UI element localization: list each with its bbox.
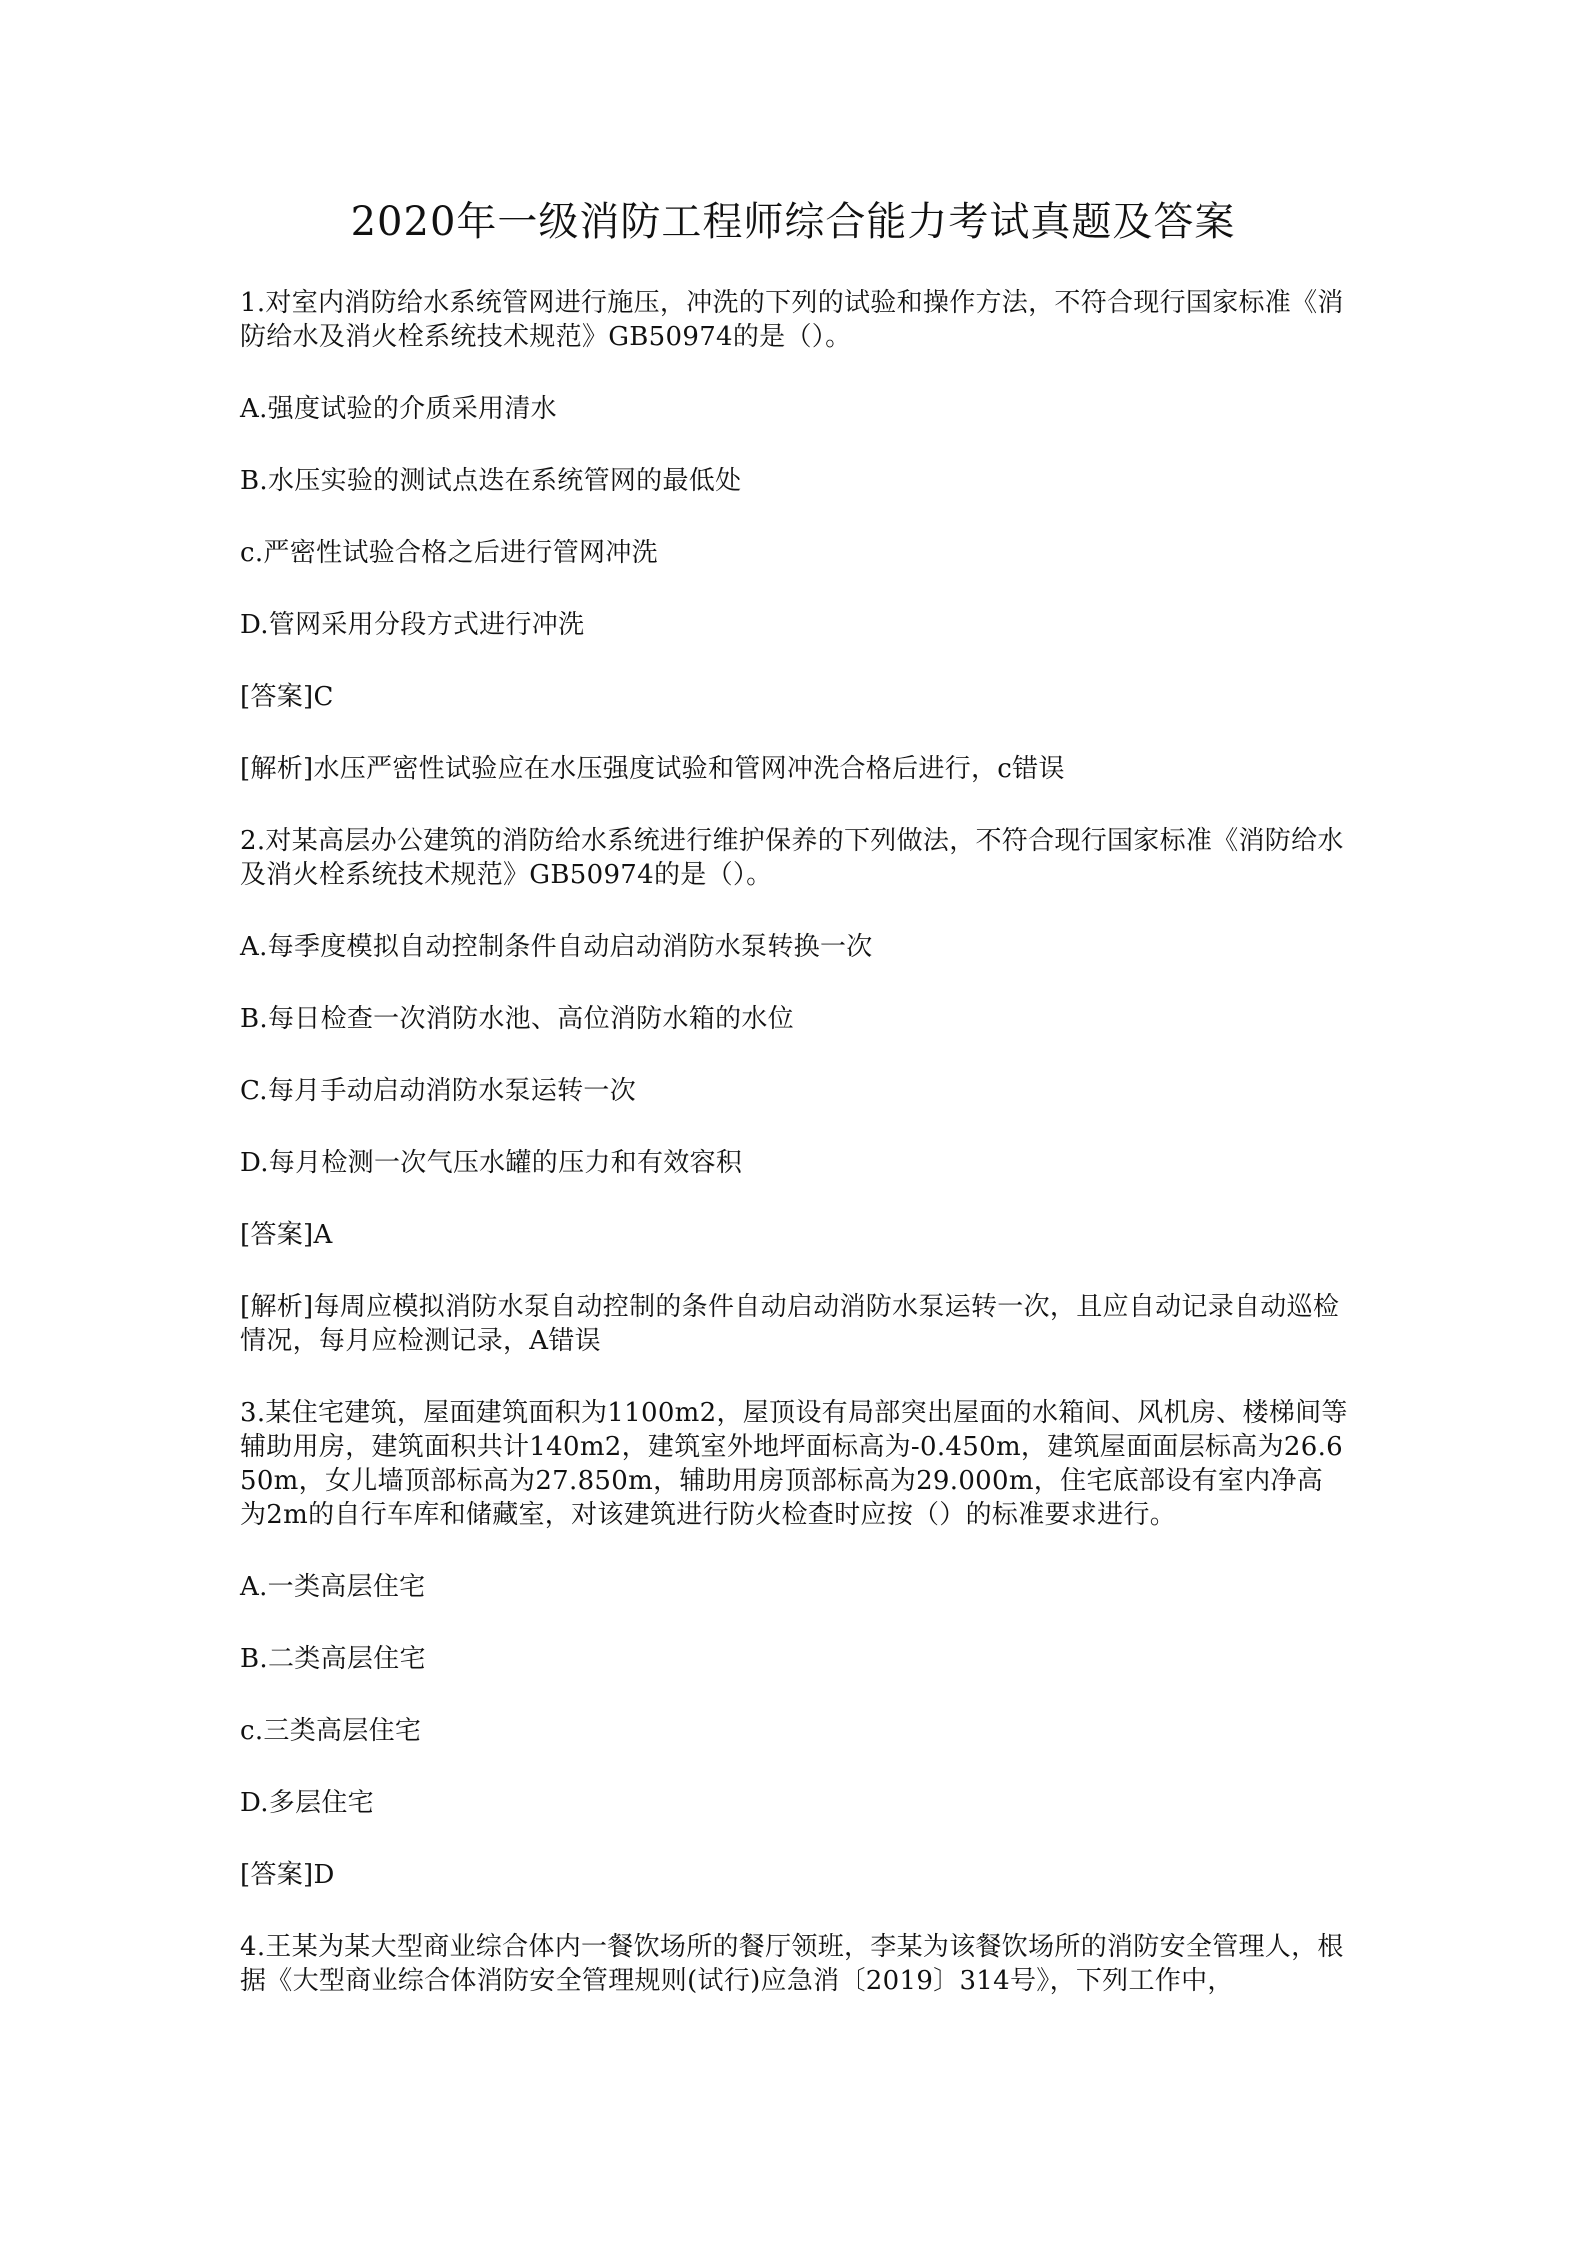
question-2-explanation: [解析]每周应模拟消防水泵自动控制的条件自动启动消防水泵运转一次，且应自动记录自动巡检情况，每月应检测记录，A错误 xyxy=(240,1292,1340,1356)
question-2-option-a: A.每季度模拟自动控制条件自动启动消防水泵转换一次 xyxy=(240,932,873,962)
question-2-stem: 2.对某高层办公建筑的消防给水系统进行维护保养的下列做法，不符合现行国家标准《消防给水及消火栓系统技术规范》GB50974的是（）。 xyxy=(240,826,1344,890)
question-2-option-b: B.每日检查一次消防水池、高位消防水箱的水位 xyxy=(240,1004,794,1034)
question-4-stem: 4.王某为某大型商业综合体内一餐饮场所的餐厅领班，李某为该餐饮场所的消防安全管理人，根据《大型商业综合体消防安全管理规则(试行)应急消〔2019〕314号》，下列工作中， xyxy=(240,1932,1344,1996)
question-1-option-b: B.水压实验的测试点迭在系统管网的最低处 xyxy=(240,466,742,496)
question-1-option-d: D.管网采用分段方式进行冲洗 xyxy=(240,610,585,640)
question-3-option-c: c.三类高层住宅 xyxy=(240,1716,422,1746)
question-2-option-d: D.每月检测一次气压水罐的压力和有效容积 xyxy=(240,1148,743,1178)
question-3-option-b: B.二类高层住宅 xyxy=(240,1644,426,1674)
question-3-option-d: D.多层住宅 xyxy=(240,1788,374,1818)
question-2-option-c: C.每月手动启动消防水泵运转一次 xyxy=(240,1076,637,1106)
question-1-explanation: [解析]水压严密性试验应在水压强度试验和管网冲洗合格后进行，c错误 xyxy=(240,754,1065,784)
question-1-answer: [答案]C xyxy=(240,682,334,712)
question-2-answer: [答案]A xyxy=(240,1220,333,1250)
question-3-option-a: A.一类高层住宅 xyxy=(240,1572,426,1602)
question-3-answer: [答案]D xyxy=(240,1860,335,1890)
question-1-option-a: A.强度试验的介质采用清水 xyxy=(240,394,557,424)
document-body xyxy=(240,286,1348,2034)
page-title: 2020年一级消防工程师综合能力考试真题及答案 xyxy=(350,199,1236,245)
question-1-option-c: c.严密性试验合格之后进行管网冲洗 xyxy=(240,538,658,568)
question-1-stem: 1.对室内消防给水系统管网进行施压，冲洗的下列的试验和操作方法，不符合现行国家标准《消防给水及消火栓系统技术规范》GB50974的是（）。 xyxy=(240,288,1344,352)
question-3-stem: 3.某住宅建筑，屋面建筑面积为1100m2，屋顶设有局部突出屋面的水箱间、风机房、楼梯间等辅助用房，建筑面积共计140m2，建筑室外地坪面标高为-0.450m，建筑屋面面层标高为26.650m，女儿墙顶部标高为27.850m，辅助用房顶部标高为29.000m，住宅底部设有室内净高为2m的自行车库和储藏室，对该建筑进行防火检查时应按（）的标准要求进行。 xyxy=(240,1398,1348,1530)
